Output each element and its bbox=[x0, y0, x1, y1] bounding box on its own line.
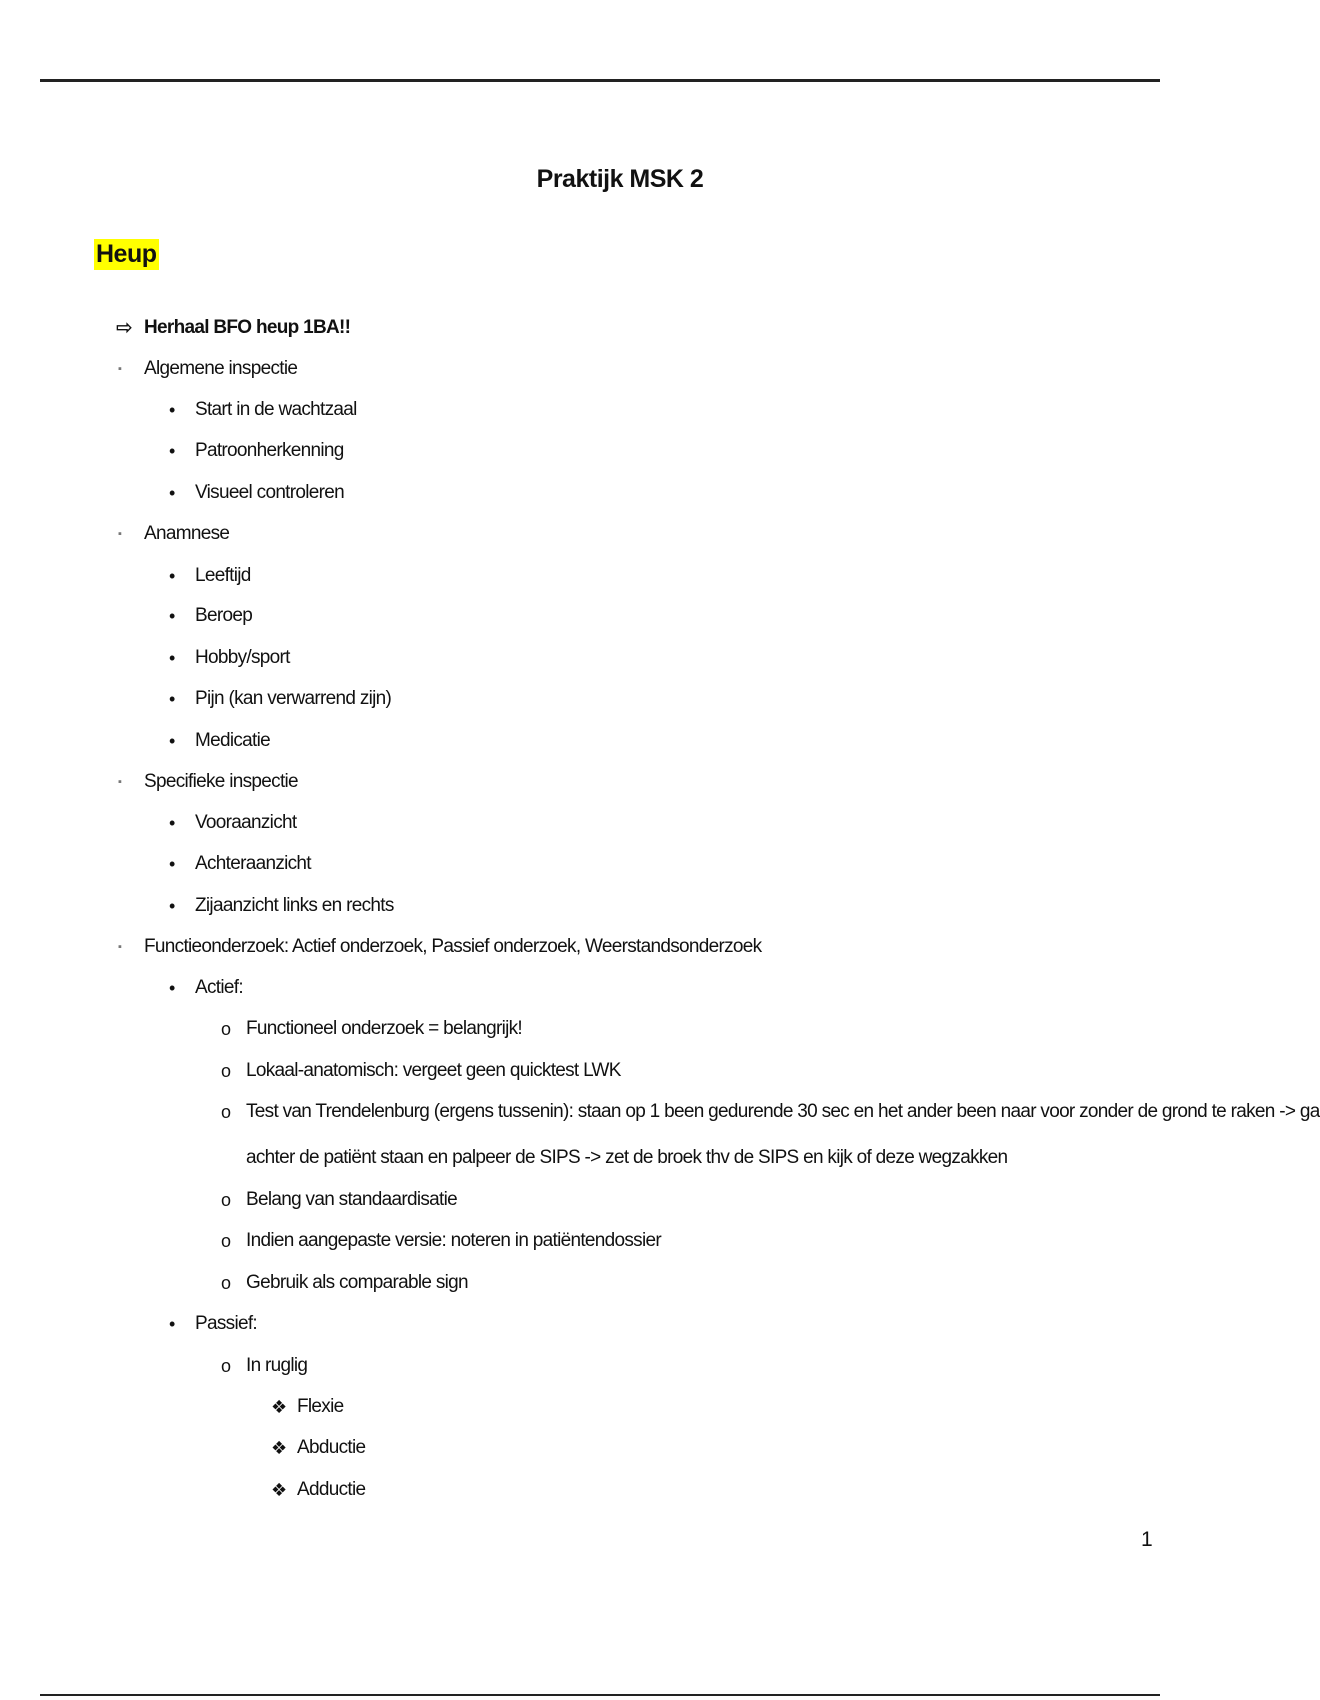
list-item-specifieke: Specifieke inspectie bbox=[144, 771, 298, 792]
list-item-continuation: achter de patiënt staan en palpeer de SIPS -> zet de broek thv de SIPS en kijk of deze wegzakken bbox=[246, 1147, 1008, 1168]
list-item: Hobby/sport bbox=[195, 647, 290, 668]
bullet-icon: • bbox=[169, 689, 176, 709]
bullet-icon: • bbox=[169, 648, 176, 668]
list-item: Leeftijd bbox=[195, 565, 251, 586]
list-item: Start in de wachtzaal bbox=[195, 399, 357, 420]
list-item-algemene: Algemene inspectie bbox=[144, 358, 298, 379]
bullet-icon: • bbox=[169, 441, 176, 461]
list-item: Flexie bbox=[297, 1396, 344, 1417]
bullet-icon: • bbox=[169, 566, 176, 586]
circle-bullet-icon: o bbox=[221, 1019, 232, 1039]
page-number: 1 bbox=[1141, 1528, 1153, 1551]
list-item: Medicatie bbox=[195, 730, 271, 751]
header-rule bbox=[40, 79, 1160, 82]
list-item: Zijaanzicht links en rechts bbox=[195, 895, 394, 916]
circle-bullet-icon: o bbox=[221, 1102, 232, 1122]
square-bullet-icon: ▪ bbox=[118, 776, 122, 788]
document-title: Praktijk MSK 2 bbox=[536, 165, 704, 193]
square-bullet-icon: ▪ bbox=[118, 363, 122, 375]
list-item-in-ruglig: In ruglig bbox=[246, 1355, 308, 1376]
circle-bullet-icon: o bbox=[221, 1273, 232, 1293]
list-item: Achteraanzicht bbox=[195, 853, 311, 874]
bullet-icon: • bbox=[169, 854, 176, 874]
bullet-icon: • bbox=[169, 606, 176, 626]
list-item: Vooraanzicht bbox=[195, 812, 297, 833]
list-item-actief: Actief: bbox=[195, 977, 243, 998]
list-item: Beroep bbox=[195, 605, 253, 626]
list-item: Gebruik als comparable sign bbox=[246, 1272, 468, 1293]
diamond-bullet-icon: ❖ bbox=[271, 1480, 288, 1500]
diamond-bullet-icon: ❖ bbox=[271, 1438, 288, 1458]
bullet-icon: • bbox=[169, 483, 176, 503]
bullet-icon: • bbox=[169, 731, 176, 751]
list-item: Patroonherkenning bbox=[195, 440, 344, 461]
diamond-bullet-icon: ❖ bbox=[271, 1397, 288, 1417]
list-item: Adductie bbox=[297, 1479, 366, 1500]
square-bullet-icon: ▪ bbox=[118, 528, 122, 540]
bullet-icon: • bbox=[169, 1314, 176, 1334]
list-item: Test van Trendelenburg (ergens tussenin): staan op 1 been gedurende 30 sec en het ander been naar voor zonder de grond te raken -> ga bbox=[246, 1101, 1320, 1122]
bullet-icon: • bbox=[169, 400, 176, 420]
square-bullet-icon: ▪ bbox=[118, 941, 122, 953]
list-item-functieonderzoek: Functieonderzoek: Actief onderzoek, Passief onderzoek, Weerstandsonderzoek bbox=[144, 936, 762, 957]
list-item-passief: Passief: bbox=[195, 1313, 257, 1334]
list-item: Functioneel onderzoek = belangrijk! bbox=[246, 1018, 522, 1039]
bullet-icon: • bbox=[169, 896, 176, 916]
intro-line: Herhaal BFO heup 1BA!! bbox=[144, 317, 351, 338]
list-item: Belang van standaardisatie bbox=[246, 1189, 458, 1210]
arrow-icon: ⇨ bbox=[116, 317, 133, 339]
list-item: Abductie bbox=[297, 1437, 366, 1458]
footer-rule bbox=[40, 1694, 1160, 1696]
circle-bullet-icon: o bbox=[221, 1061, 232, 1081]
bullet-icon: • bbox=[169, 813, 176, 833]
section-heading-highlight: Heup bbox=[96, 240, 157, 268]
list-item-anamnese: Anamnese bbox=[144, 523, 230, 544]
list-item: Visueel controleren bbox=[195, 482, 345, 503]
list-item: Lokaal-anatomisch: vergeet geen quicktest LWK bbox=[246, 1060, 621, 1081]
bullet-icon: • bbox=[169, 978, 176, 998]
list-item: Pijn (kan verwarrend zijn) bbox=[195, 688, 392, 709]
circle-bullet-icon: o bbox=[221, 1231, 232, 1251]
circle-bullet-icon: o bbox=[221, 1356, 232, 1376]
list-item: Indien aangepaste versie: noteren in patiëntendossier bbox=[246, 1230, 661, 1251]
circle-bullet-icon: o bbox=[221, 1190, 232, 1210]
